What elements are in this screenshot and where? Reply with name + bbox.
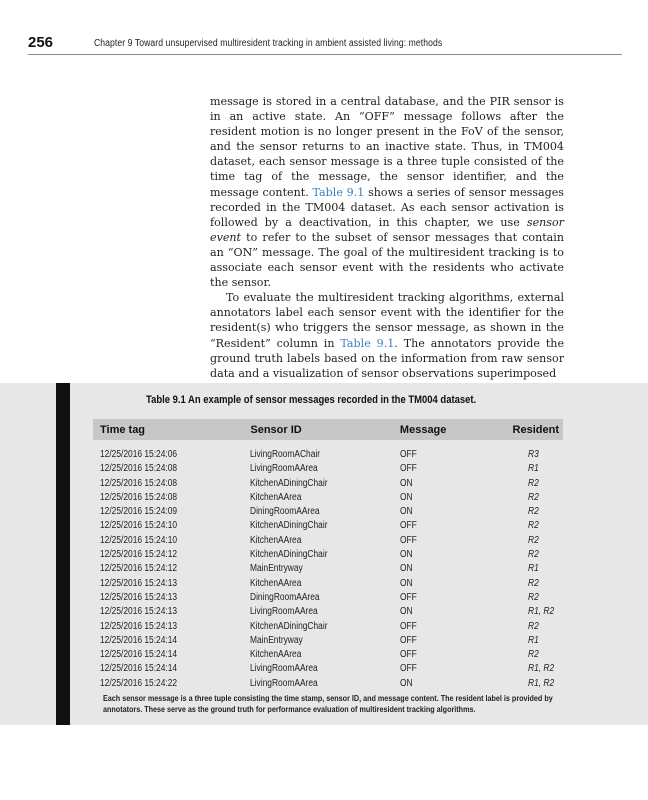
cell-message — [393, 562, 502, 576]
cell-resident — [502, 462, 563, 476]
cell-sensor-id — [243, 519, 393, 533]
cell-message-text: OFF — [399, 649, 417, 661]
table-row — [93, 591, 563, 605]
cell-resident — [502, 440, 563, 462]
cell-sensor-id-text: LivingRoomAArea — [250, 606, 319, 618]
table-panel — [0, 383, 648, 725]
cell-resident — [502, 648, 563, 662]
cell-sensor-id-text: MainEntryway — [250, 563, 304, 575]
cell-message — [393, 648, 502, 662]
column-header-time-tag: Time tag — [100, 423, 146, 436]
cell-time-tag-text: 12/25/2016 15:24:09 — [100, 506, 178, 518]
cell-time-tag — [93, 662, 243, 676]
paragraph-2-text-a: To evaluate the multiresident tracking algorithms, external annotators label each sensor event with the identifier for the resident(s) who triggers the sensor message, as shown in the “Resident” column in — [210, 291, 564, 350]
cell-message-text: OFF — [399, 463, 417, 475]
cell-sensor-id — [243, 620, 393, 634]
cell-message-text: OFF — [399, 620, 417, 632]
cell-resident-text: R2 — [527, 649, 539, 661]
cell-time-tag-text: 12/25/2016 15:24:13 — [100, 577, 178, 589]
cell-sensor-id-text: KitchenAArea — [250, 649, 302, 661]
cell-time-tag-text: 12/25/2016 15:24:14 — [100, 663, 178, 675]
cell-time-tag-text: 12/25/2016 15:24:08 — [100, 477, 178, 489]
cell-time-tag-text: 12/25/2016 15:24:06 — [100, 449, 178, 460]
cell-resident-text: R2 — [527, 549, 539, 561]
cell-time-tag — [93, 491, 243, 505]
cell-time-tag — [93, 477, 243, 491]
cell-sensor-id — [243, 591, 393, 605]
paragraph-1-text-c: to refer to the subset of sensor messages that contain an “ON” message. The goal of the multiresident tracking is to associate each sensor event with the residents who activate the sensor. — [210, 230, 564, 290]
column-header-message: Message — [399, 423, 447, 436]
cell-sensor-id-text: KitchenAArea — [250, 534, 302, 546]
cell-message-text: ON — [399, 577, 413, 589]
table-9-1-link[interactable]: Table 9.1 — [312, 185, 365, 199]
cell-time-tag-text: 12/25/2016 15:24:12 — [100, 563, 178, 575]
cell-resident — [502, 605, 563, 619]
table-footnote — [103, 693, 563, 715]
sensor-event-term: sensor event — [210, 215, 564, 244]
cell-message — [393, 505, 502, 519]
cell-time-tag-text: 12/25/2016 15:24:13 — [100, 606, 178, 618]
column-header-sensor-id: Sensor ID — [250, 423, 302, 436]
cell-message — [393, 491, 502, 505]
cell-time-tag — [93, 605, 243, 619]
cell-time-tag — [93, 534, 243, 548]
cell-sensor-id — [243, 648, 393, 662]
cell-time-tag-text: 12/25/2016 15:24:14 — [100, 649, 178, 661]
cell-sensor-id — [243, 440, 393, 462]
table-row — [93, 548, 563, 562]
cell-resident — [502, 477, 563, 491]
cell-resident — [502, 634, 563, 648]
cell-sensor-id — [243, 605, 393, 619]
cell-resident — [502, 548, 563, 562]
cell-time-tag — [93, 648, 243, 662]
cell-sensor-id — [243, 491, 393, 505]
table-body — [93, 440, 563, 691]
cell-message — [393, 662, 502, 676]
cell-sensor-id — [243, 477, 393, 491]
cell-sensor-id-text: KitchenADiningChair — [250, 520, 328, 532]
cell-time-tag — [93, 634, 243, 648]
table-row — [93, 562, 563, 576]
cell-sensor-id-text: DiningRoomAArea — [250, 506, 320, 518]
sensor-messages-table — [93, 419, 563, 691]
paragraph-1 — [210, 94, 564, 290]
cell-sensor-id — [243, 548, 393, 562]
cell-message-text: ON — [399, 477, 413, 489]
cell-sensor-id-text: LivingRoomAArea — [250, 463, 319, 475]
cell-resident — [502, 577, 563, 591]
table-row — [93, 477, 563, 491]
cell-time-tag — [93, 548, 243, 562]
table-9-1-link[interactable]: Table 9.1 — [340, 336, 395, 350]
cell-sensor-id — [243, 577, 393, 591]
cell-resident-text: R2 — [527, 620, 539, 632]
cell-message — [393, 577, 502, 591]
cell-sensor-id-text: KitchenADiningChair — [250, 549, 328, 561]
cell-time-tag — [93, 677, 243, 691]
table-row — [93, 634, 563, 648]
column-header-resident: Resident — [512, 423, 559, 436]
table-footnote-text: Each sensor message is a three tuple consisting the time stamp, sensor ID, and message content. The resident label is provided by annotators. These serve as the ground truth for performance evaluation of multiresident tracking algorithms. — [103, 694, 553, 714]
body-text — [210, 94, 564, 381]
cell-resident-text: R1, R2 — [527, 606, 555, 618]
cell-time-tag-text: 12/25/2016 15:24:12 — [100, 549, 178, 561]
cell-sensor-id-text: KitchenADiningChair — [250, 477, 328, 489]
table-row — [93, 534, 563, 548]
paragraph-2-text-b: . The annotators provide the ground truth labels based on the information from raw sensor data and a visualization of sensor observations superimposed — [210, 336, 565, 380]
cell-resident-text: R2 — [527, 506, 539, 518]
cell-sensor-id-text: KitchenADiningChair — [250, 620, 328, 632]
cell-resident-text: R1 — [527, 634, 539, 646]
cell-resident-text: R2 — [527, 577, 539, 589]
cell-message-text: OFF — [399, 591, 417, 603]
cell-message-text: OFF — [399, 449, 417, 460]
cell-time-tag-text: 12/25/2016 15:24:08 — [100, 463, 178, 475]
cell-message — [393, 548, 502, 562]
cell-time-tag — [93, 462, 243, 476]
cell-message-text: OFF — [399, 634, 417, 646]
cell-time-tag-text: 12/25/2016 15:24:13 — [100, 591, 178, 603]
cell-message-text: ON — [399, 549, 413, 561]
cell-message — [393, 591, 502, 605]
paragraph-1-text-a: message is stored in a central database, and the PIR sensor is in an active state. An “OFF” message follows after the resident motion is no longer present in the FoV of the sensor, and the sensor returns to an inactive state. Thus, in TM004 dataset, each sensor message is a three tuple consisted of the time tag of the message, the sensor identifier, and the message content. — [210, 95, 564, 199]
table-row — [93, 491, 563, 505]
cell-resident-text: R3 — [527, 449, 539, 460]
cell-resident-text: R1 — [527, 463, 539, 475]
cell-sensor-id-text: MainEntryway — [250, 634, 304, 646]
cell-sensor-id-text: LivingRoomAArea — [250, 663, 319, 675]
cell-message-text: ON — [399, 677, 413, 689]
cell-sensor-id-text: KitchenAArea — [250, 491, 302, 503]
cell-resident-text: R2 — [527, 477, 539, 489]
table-header-row — [93, 419, 563, 440]
cell-message — [393, 534, 502, 548]
cell-time-tag — [93, 440, 243, 462]
cell-resident-text: R2 — [527, 520, 539, 532]
cell-message-text: ON — [399, 606, 413, 618]
cell-time-tag — [93, 577, 243, 591]
cell-message — [393, 477, 502, 491]
cell-time-tag — [93, 562, 243, 576]
paragraph-1-text-b: shows a series of sensor messages recorded in the TM004 dataset. As each sensor activation is followed by a deactivation, in this chapter, we use — [210, 185, 564, 229]
cell-resident — [502, 620, 563, 634]
cell-sensor-id — [243, 562, 393, 576]
cell-sensor-id-text: DiningRoomAArea — [250, 591, 320, 603]
cell-sensor-id — [243, 462, 393, 476]
cell-resident-text: R2 — [527, 534, 539, 546]
cell-resident — [502, 519, 563, 533]
paragraph-2 — [210, 290, 564, 381]
table-row — [93, 620, 563, 634]
panel-side-bar — [56, 383, 70, 725]
cell-sensor-id — [243, 662, 393, 676]
running-head: Chapter 9 Toward unsupervised multiresident tracking in ambient assisted living: methods — [94, 38, 443, 49]
cell-message — [393, 605, 502, 619]
running-header — [28, 34, 622, 55]
cell-resident — [502, 534, 563, 548]
cell-time-tag-text: 12/25/2016 15:24:22 — [100, 677, 178, 689]
cell-resident-text: R1, R2 — [527, 677, 555, 689]
cell-resident-text: R1, R2 — [527, 663, 555, 675]
cell-message-text: ON — [399, 491, 413, 503]
cell-time-tag — [93, 519, 243, 533]
table-row — [93, 440, 563, 462]
page-number: 256 — [28, 34, 54, 51]
cell-time-tag-text: 12/25/2016 15:24:10 — [100, 520, 178, 532]
table-row — [93, 677, 563, 691]
cell-sensor-id-text: LivingRoomAChair — [250, 449, 321, 460]
cell-time-tag-text: 12/25/2016 15:24:10 — [100, 534, 178, 546]
cell-time-tag-text: 12/25/2016 15:24:08 — [100, 491, 178, 503]
cell-sensor-id-text: KitchenAArea — [250, 577, 302, 589]
cell-message — [393, 462, 502, 476]
cell-resident-text: R2 — [527, 591, 539, 603]
cell-resident — [502, 562, 563, 576]
cell-resident-text: R1 — [527, 563, 539, 575]
table-row — [93, 462, 563, 476]
cell-time-tag-text: 12/25/2016 15:24:14 — [100, 634, 178, 646]
table-row — [93, 662, 563, 676]
cell-resident — [502, 591, 563, 605]
cell-sensor-id — [243, 634, 393, 648]
cell-message-text: OFF — [399, 520, 417, 532]
cell-message — [393, 519, 502, 533]
table-row — [93, 519, 563, 533]
cell-resident-text: R2 — [527, 491, 539, 503]
table-row — [93, 605, 563, 619]
cell-message — [393, 620, 502, 634]
table-title: Table 9.1 An example of sensor messages recorded in the TM004 dataset. — [146, 394, 477, 406]
table-row — [93, 648, 563, 662]
cell-resident — [502, 662, 563, 676]
cell-message-text: OFF — [399, 663, 417, 675]
cell-sensor-id-text: LivingRoomAArea — [250, 677, 319, 689]
cell-message-text: ON — [399, 506, 413, 518]
cell-message — [393, 440, 502, 462]
cell-sensor-id — [243, 677, 393, 691]
cell-sensor-id — [243, 505, 393, 519]
cell-message — [393, 634, 502, 648]
cell-time-tag-text: 12/25/2016 15:24:13 — [100, 620, 178, 632]
cell-message-text: OFF — [399, 534, 417, 546]
cell-sensor-id — [243, 534, 393, 548]
cell-time-tag — [93, 620, 243, 634]
cell-resident — [502, 491, 563, 505]
cell-message — [393, 677, 502, 691]
cell-resident — [502, 677, 563, 691]
cell-time-tag — [93, 505, 243, 519]
table-row — [93, 577, 563, 591]
cell-message-text: ON — [399, 563, 413, 575]
cell-resident — [502, 505, 563, 519]
table-row — [93, 505, 563, 519]
cell-time-tag — [93, 591, 243, 605]
